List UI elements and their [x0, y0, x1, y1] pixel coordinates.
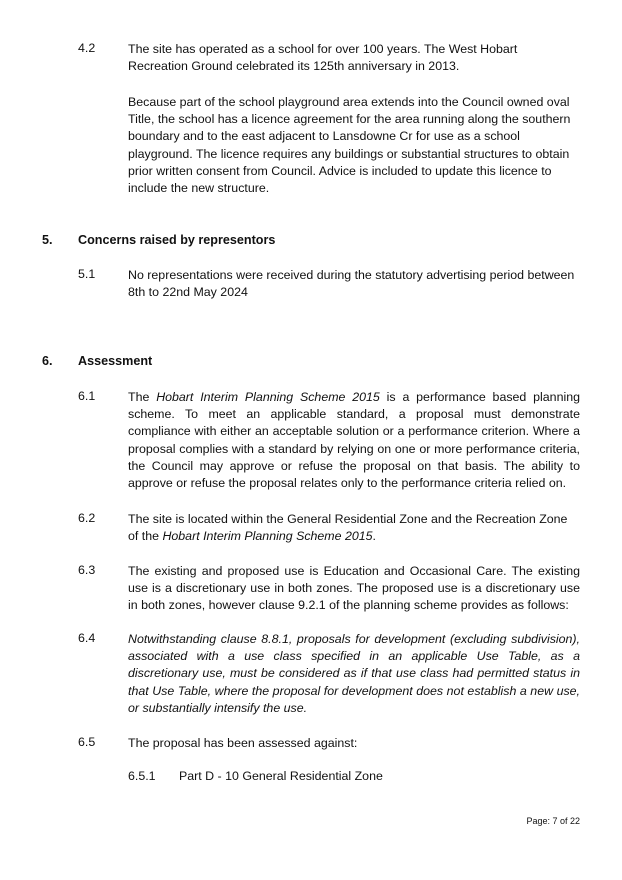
scheme-name: Hobart Interim Planning Scheme 2015 — [156, 390, 380, 404]
section-heading: Concerns raised by representors — [78, 233, 276, 247]
clause-text: The proposal has been assessed against: — [128, 736, 358, 750]
scheme-name: Hobart Interim Planning Scheme 2015 — [162, 529, 373, 544]
page-number: Page: 7 of 22 — [526, 816, 580, 826]
clause-number: 6.1 — [78, 389, 96, 403]
subclause-number: 6.5.1 — [128, 769, 156, 783]
clause-text: The existing and proposed use is Education and Occasional Care. The existing use is a discretionary use in both zones. The proposed use is a discretionary use in both zones, however clause 9.2.1 of the planning scheme provides as follows: — [128, 564, 580, 613]
clause-text: The site has operated as a school for over 100 years. The West Hobart Recreation Ground celebrated its 125th anniversary in 2013. — [128, 42, 518, 74]
clause-number: 6.5 — [78, 735, 96, 749]
clause-text: Because part of the school playground area extends into the Council owned oval Title, the school has a licence agreement for the area running along the southern boundary and to the east adjacent to Lansdowne Cr for use as a school playground. The licence requires any buildings or substantial structures to obtain prior written consent from Council. Advice is included to update this licence to include the new structure. — [128, 95, 571, 196]
clause-text: The site is located within the General Residential Zone and the Recreation Zone of the Hobart Interim Planning Scheme 2015. — [128, 512, 568, 544]
clause-number: 6.4 — [78, 631, 96, 645]
quoted-clause: Notwithstanding clause 8.8.1, proposals for development (excluding subdivision), associated with a use class specified in an applicable Use Table, as a discretionary use, must be considered as if that use class had permitted status in that Use Table, where the proposal for development does not establish a new use, or substantially intensify the use. — [128, 632, 580, 715]
clause-number: 5.1 — [78, 267, 96, 281]
section-number: 5. — [42, 233, 53, 247]
clause-number: 4.2 — [78, 41, 96, 55]
clause-text: The Hobart Interim Planning Scheme 2015 is a performance based planning scheme. To meet an applicable standard, a proposal must demonstrate compliance with either an acceptable solution or a performance criterion. Where a proposal complies with a standard by relying on one or more performance criteria, the Council may approve or refuse the proposal on that basis. The ability to approve or refuse the proposal relates only to the performance criteria relied on. — [128, 390, 580, 491]
section-number: 6. — [42, 354, 53, 368]
subclause-text: Part D - 10 General Residential Zone — [179, 769, 383, 783]
clause-text: No representations were received during the statutory advertising period between 8th to 22nd May 2024 — [128, 268, 575, 300]
clause-number: 6.2 — [78, 511, 96, 525]
section-heading: Assessment — [78, 354, 153, 368]
clause-number: 6.3 — [78, 563, 96, 577]
